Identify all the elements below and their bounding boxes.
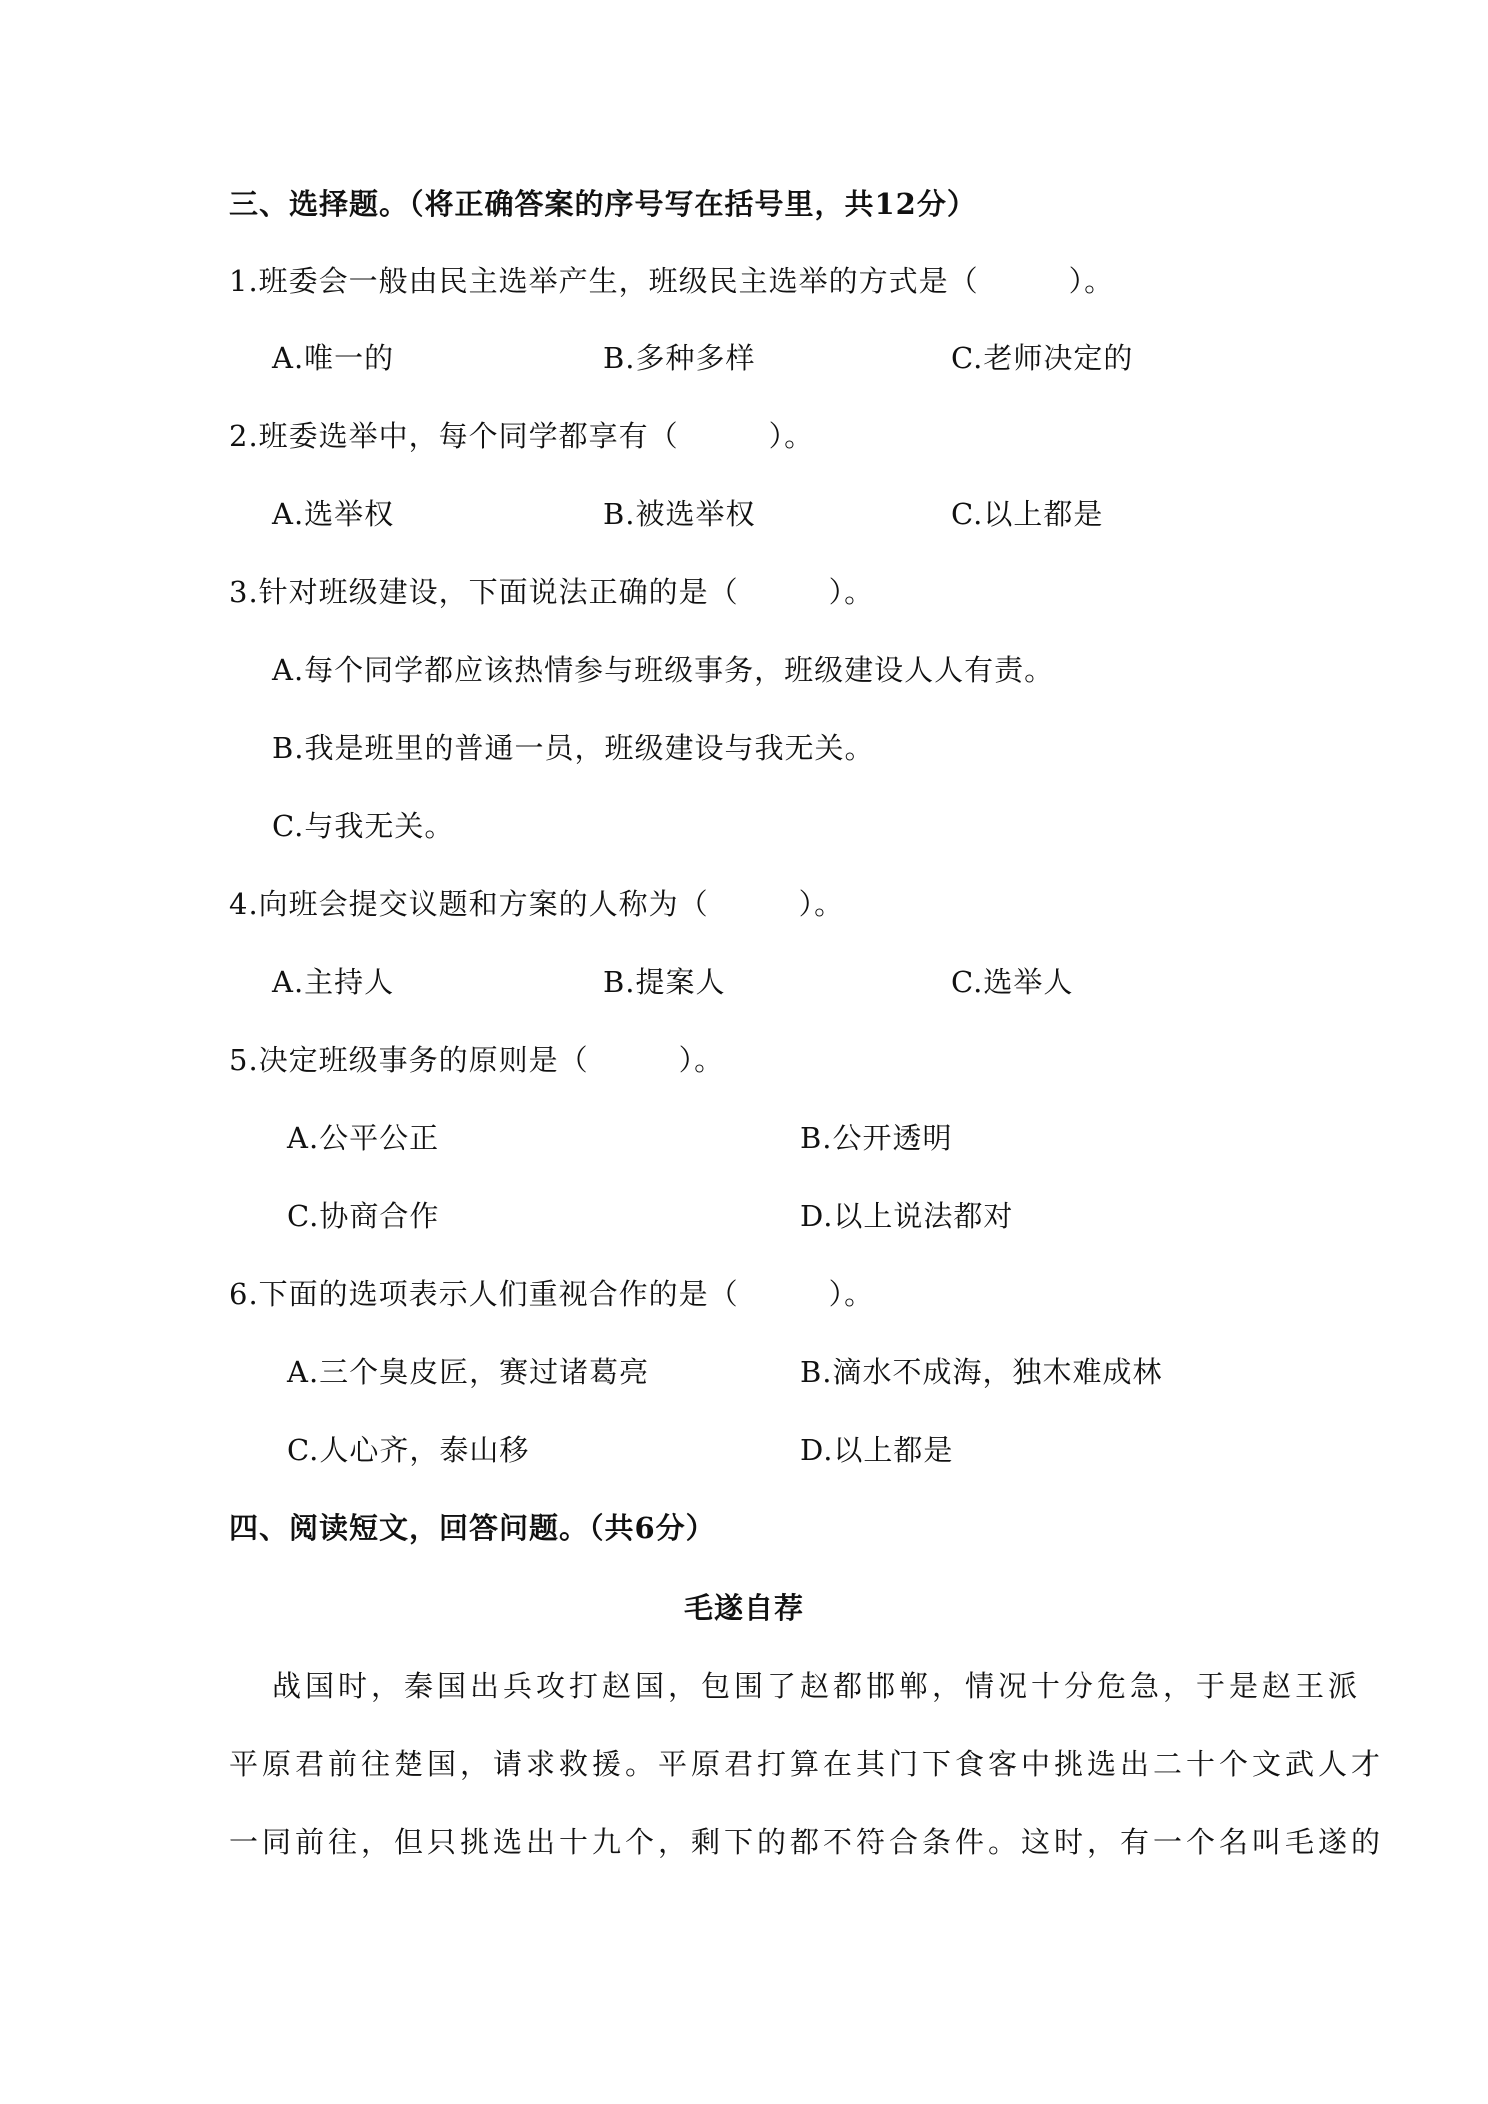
question-6-stem: 6.下面的选项表示人们重视合作的是（ ）。 [229,1277,875,1311]
section-4-heading: 四、阅读短文，回答问题。（共6分） [229,1511,716,1545]
question-2-option-b: B.被选举权 [603,497,756,531]
question-6-option-b: B.滴水不成海，独木难成林 [800,1355,1163,1389]
question-4-option-c: C.选举人 [951,965,1074,999]
question-3-option-a: A.每个同学都应该热情参与班级事务，班级建设人人有责。 [272,653,1055,687]
question-3-option-c: C.与我无关。 [272,809,455,843]
question-1-stem: 1.班委会一般由民主选举产生，班级民主选举的方式是（ ）。 [229,264,1115,298]
question-6-option-c: C.人心齐，泰山移 [287,1433,530,1467]
question-5-stem: 5.决定班级事务的原则是（ ）。 [229,1043,725,1077]
section-3-heading: 三、选择题。（将正确答案的序号写在括号里，共12分） [229,187,977,221]
passage-title: 毛遂自荐 [683,1591,804,1625]
passage-line-2: 平原君前往楚国，请求救援。平原君打算在其门下食客中挑选出二十个文武人才 [229,1747,1385,1781]
question-5-option-c: C.协商合作 [287,1199,440,1233]
question-2-option-c: C.以上都是 [951,497,1104,531]
question-5-option-d: D.以上说法都对 [800,1199,1014,1233]
question-4-stem: 4.向班会提交议题和方案的人称为（ ）。 [229,887,845,921]
passage-line-3: 一同前往，但只挑选出十九个，剩下的都不符合条件。这时，有一个名叫毛遂的 [229,1825,1385,1859]
question-3-option-b: B.我是班里的普通一员，班级建设与我无关。 [272,731,875,765]
question-6-option-d: D.以上都是 [800,1433,954,1467]
question-1-option-a: A.唯一的 [272,341,395,375]
question-4-option-a: A.主持人 [272,965,395,999]
passage-line-1: 战国时，秦国出兵攻打赵国，包围了赵都邯郸，情况十分危急，于是赵王派 [272,1669,1362,1703]
question-6-option-a: A.三个臭皮匠，赛过诸葛亮 [287,1355,650,1389]
question-1-option-b: B.多种多样 [603,341,756,375]
question-5-option-a: A.公平公正 [287,1121,440,1155]
question-4-option-b: B.提案人 [603,965,726,999]
question-5-option-b: B.公开透明 [800,1121,953,1155]
question-2-option-a: A.选举权 [272,497,395,531]
question-2-stem: 2.班委选举中，每个同学都享有（ ）。 [229,419,815,453]
question-3-stem: 3.针对班级建设，下面说法正确的是（ ）。 [229,575,875,609]
question-1-option-c: C.老师决定的 [951,341,1134,375]
